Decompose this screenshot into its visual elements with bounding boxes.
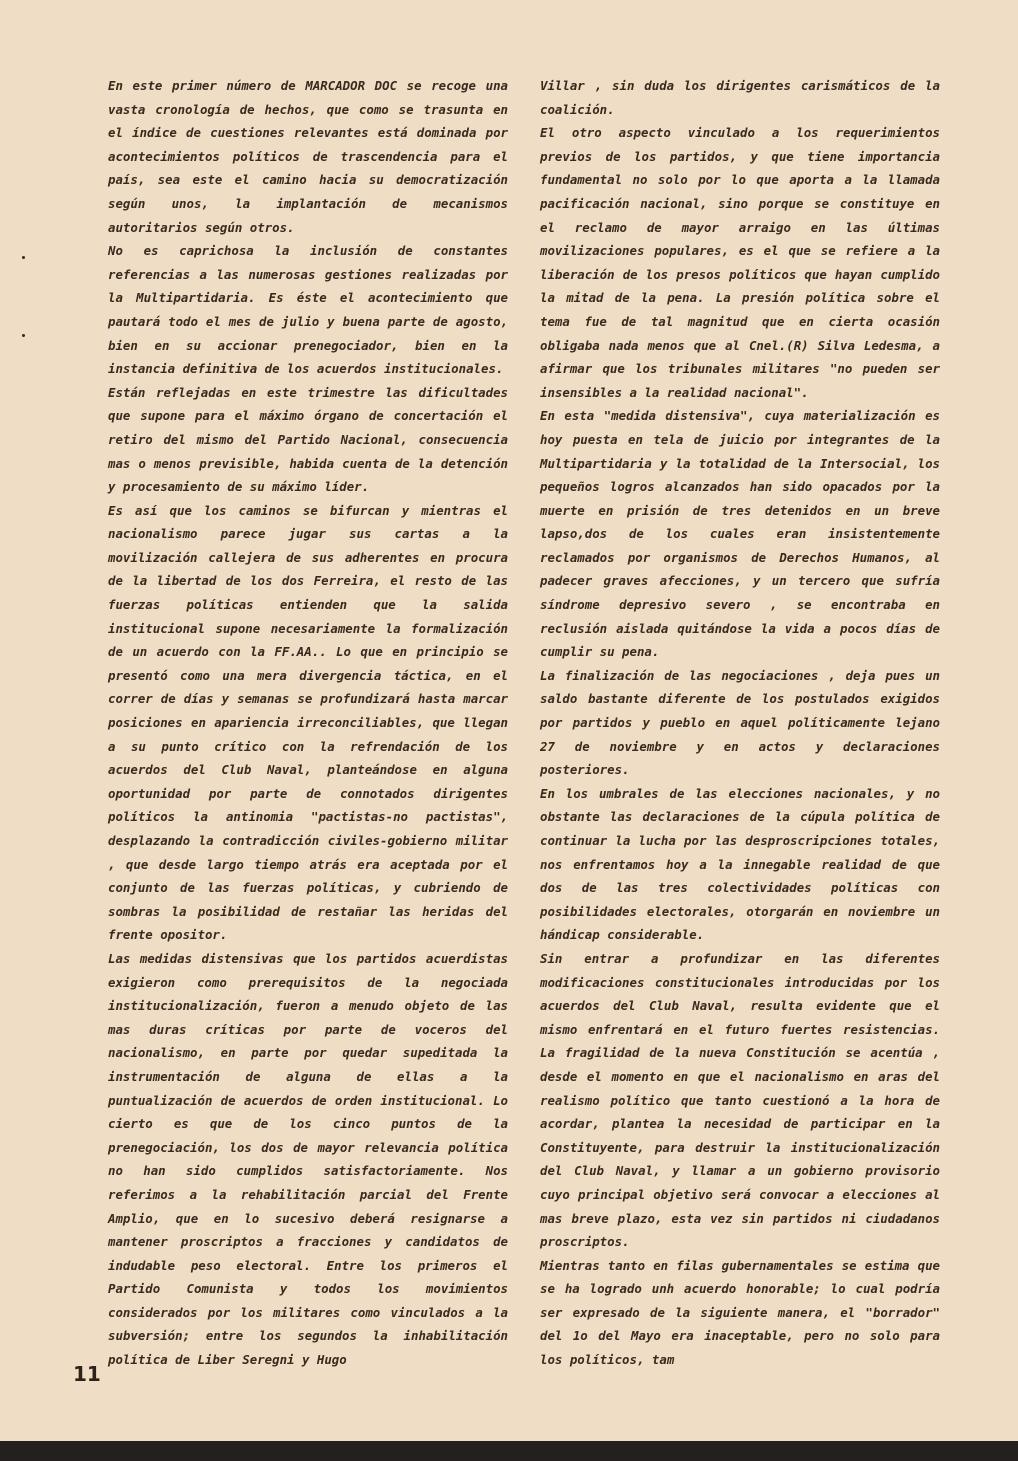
right-column <box>540 74 940 1372</box>
paragraph: En los umbrales de las elecciones nacionales, y no obstante las declaraciones de la cúpula política de continuar la lucha por las desproscripciones totales, nos enfrentamos hoy a la innegable realidad de que dos de las tres colectividades políticas con posibilidades electorales, otorgarán en noviembre un hándicap considerable. <box>540 785 940 943</box>
paragraph: En esta "medida distensiva", cuya materialización es hoy puesta en tela de juicio por integrantes de la Multipartidaria y la totalidad de la Intersocial, los pequeños logros alcanzados han sido opacados por la muerte en prisión de tres detenidos en un breve lapso,dos de los cuales eran insistentemente reclamados por organismos de Derechos Humanos, al padecer graves afecciones, y un tercero que sufría síndrome depresivo severo , se encontraba en reclusión aislada quitándose la vida a pocos días de cumplir su pena. <box>540 408 940 660</box>
paragraph: Sin entrar a profundizar en las diferentes modificaciones constitucionales introducidas por los acuerdos del Club Naval, resulta evidente que el mismo enfrentará en el futuro fuertes resistencias. La fragilidad de la nueva Constitución se acentúa , desde el momento en que el nacionalismo en aras del realismo político que tanto cuestionó a la hora de acordar, plantea la necesidad de participar en la Constituyente, para destruir la institucionalización del Club Naval, y llamar a un gobierno provisorio cuyo principal objetivo será convocar a elecciones al mas breve plazo, esta vez sin partidos ni ciudadanos proscriptos. <box>540 950 940 1250</box>
paragraph: En este primer número de MARCADOR DOC se recoge una vasta cronología de hechos, que como se trasunta en el índice de cuestiones relevantes está dominada por acontecimientos políticos de trascendencia para el país, sea este el camino hacia su democratización según unos, la implantación de mecanismos autoritarios según otros. <box>108 78 508 235</box>
left-column <box>108 74 508 1372</box>
paragraph: No es caprichosa la inclusión de constantes referencias a las numerosas gestiones realizadas por la Multipartidaria. Es éste el acontecimiento que pautará todo el mes de julio y buena parte de agosto, bien en su accionar prenegociador, bien en la instancia definitiva de los acuerdos institucionales. <box>108 243 508 377</box>
speck-mark <box>22 256 25 259</box>
scan-bottom-edge <box>0 1441 1018 1461</box>
paragraph: Las medidas distensivas que los partidos acuerdistas exigieron como prerequisitos de la negociada institucionalización, fueron a menudo objeto de las mas duras críticas por parte de voceros del nacionalismo, en parte por quedar supeditada la instrumentación de alguna de ellas a la puntualización de acuerdos de orden institucional. Lo cierto es que de los cinco puntos de la prenegociación, los dos de mayor relevancia política no han sido cumplidos satisfactoriamente. Nos referimos a la rehabilitación parcial del Frente Amplio, que en lo sucesivo deberá resignarse a mantener proscriptos a fracciones y candidatos de indudable peso electoral. Entre los primeros el Partido Comunista y todos los movimientos considerados por los militares como vinculados a la subversión; entre los segundos la inhabilitación política de Liber Seregni y Hugo <box>108 950 508 1368</box>
paragraph: Están reflejadas en este trimestre las dificultades que supone para el máximo órgano de concertación el retiro del mismo del Partido Nacional, consecuencia mas o menos previsible, habida cuenta de la detención y procesamiento de su máximo líder. <box>108 384 508 495</box>
speck-mark <box>22 334 25 337</box>
page-number: 11 <box>73 1362 101 1386</box>
paragraph: La finalización de las negociaciones , deja pues un saldo bastante diferente de los postulados exigidos por partidos y pueblo en aquel políticamente lejano 27 de noviembre y en actos y declaraciones posteriores. <box>540 667 940 778</box>
paragraph: El otro aspecto vinculado a los requerimientos previos de los partidos, y que tiene importancia fundamental no solo por lo que aporta a la llamada pacificación nacional, sino porque se constituye en el reclamo de mayor arraigo en las últimas movilizaciones populares, es el que se refiere a la liberación de los presos políticos que hayan cumplido la mitad de la pena. La presión política sobre el tema fue de tal magnitud que en cierta ocasión obligaba nada menos que al Cnel.(R) Silva Ledesma, a afirmar que los tribunales militares "no pueden ser insensibles a la realidad nacional". <box>540 125 940 400</box>
paragraph: Mientras tanto en filas gubernamentales se estima que se ha logrado unh acuerdo honorable; lo cual podría ser expresado de la siguiente manera, el "borrador" del 1o del Mayo era inaceptable, pero no solo para los políticos, tam <box>540 1257 940 1368</box>
paragraph: Es así que los caminos se bifurcan y mientras el nacionalismo parece jugar sus cartas a la movilización callejera de sus adherentes en procura de la libertad de los dos Ferreira, el resto de las fuerzas políticas entienden que la salida institucional supone necesariamente la formalización de un acuerdo con la FF.AA.. Lo que en principio se presentó como una mera divergencia táctica, en el correr de días y semanas se profundizará hasta marcar posiciones en apariencia irreconciliables, que llegan a su punto crítico con la refrendación de los acuerdos del Club Naval, planteándose en alguna oportunidad por parte de connotados dirigentes políticos la antinomia "pactistas-no pactistas", desplazando la contradicción civiles-gobierno militar , que desde largo tiempo atrás era aceptada por el conjunto de las fuerzas políticas, y cubriendo de sombras la posibilidad de restañar las heridas del frente opositor. <box>108 502 508 943</box>
paragraph: Villar , sin duda los dirigentes carismáticos de la coalición. <box>540 78 940 117</box>
